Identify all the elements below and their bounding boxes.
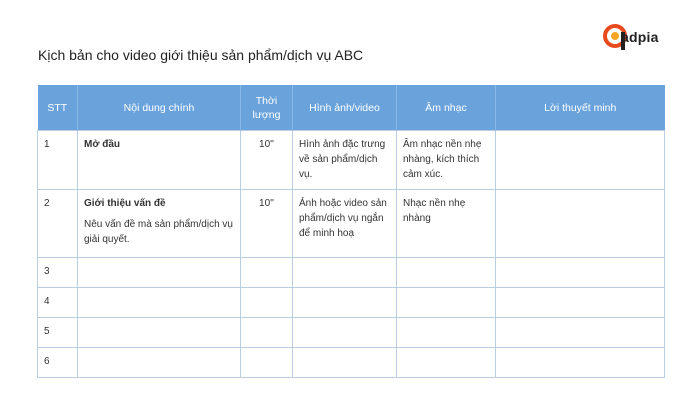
cell-visual <box>293 318 397 348</box>
content-description: Nêu vấn đề mà sản phẩm/dịch vụ giải quyết. <box>84 219 233 245</box>
cell-narration <box>496 348 665 378</box>
table-row <box>38 190 665 258</box>
cell-main-content <box>78 348 241 378</box>
adpia-logo <box>603 22 663 52</box>
header-main-content: Nội dung chính <box>78 85 241 131</box>
header-narration: Lời thuyết minh <box>496 85 665 131</box>
header-duration <box>241 85 293 131</box>
table-row <box>38 348 665 378</box>
table-row <box>38 288 665 318</box>
cell-visual: Ảnh hoặc video sản phẩm/dịch vụ ngắn để minh hoạ <box>293 190 397 258</box>
cell-main-content <box>78 258 241 288</box>
cell-stt: 5 <box>38 318 78 348</box>
cell-narration <box>496 258 665 288</box>
header-music: Âm nhạc <box>397 85 496 131</box>
cell-narration <box>496 288 665 318</box>
cell-narration <box>496 318 665 348</box>
cell-visual <box>293 288 397 318</box>
script-table <box>37 85 665 378</box>
cell-music: Âm nhạc nền nhẹ nhàng, kích thích cảm xúc. <box>397 131 496 190</box>
adpia-logo-text: adpia <box>621 29 659 45</box>
table-row <box>38 258 665 288</box>
cell-narration <box>496 190 665 258</box>
table-row <box>38 131 665 190</box>
cell-visual: Hình ảnh đặc trưng về sản phẩm/dịch vụ. <box>293 131 397 190</box>
cell-visual <box>293 258 397 288</box>
cell-narration <box>496 131 665 190</box>
cell-duration <box>241 258 293 288</box>
document-title: Kịch bản cho video giới thiệu sản phẩm/dịch vụ ABC <box>38 47 364 63</box>
cell-music <box>397 258 496 288</box>
header-visual: Hình ảnh/video <box>293 85 397 131</box>
cell-main-content <box>78 131 241 190</box>
cell-music <box>397 348 496 378</box>
cell-duration <box>241 348 293 378</box>
cell-duration: 10'' <box>241 131 293 190</box>
cell-stt: 3 <box>38 258 78 288</box>
content-title: Mở đầu <box>84 139 120 150</box>
cell-duration <box>241 288 293 318</box>
cell-stt: 4 <box>38 288 78 318</box>
cell-main-content <box>78 190 241 258</box>
cell-visual <box>293 348 397 378</box>
cell-music <box>397 318 496 348</box>
content-title: Giới thiệu vấn đề <box>84 198 166 209</box>
header-stt: STT <box>38 85 78 131</box>
cell-duration: 10'' <box>241 190 293 258</box>
cell-stt: 6 <box>38 348 78 378</box>
table-row <box>38 318 665 348</box>
cell-music <box>397 288 496 318</box>
cell-stt: 1 <box>38 131 78 190</box>
cell-duration <box>241 318 293 348</box>
table-header-row <box>38 85 665 131</box>
header-duration-label: Thời lượng <box>252 94 281 121</box>
cell-main-content <box>78 318 241 348</box>
cell-stt: 2 <box>38 190 78 258</box>
cell-main-content <box>78 288 241 318</box>
cell-music: Nhạc nền nhẹ nhàng <box>397 190 496 258</box>
